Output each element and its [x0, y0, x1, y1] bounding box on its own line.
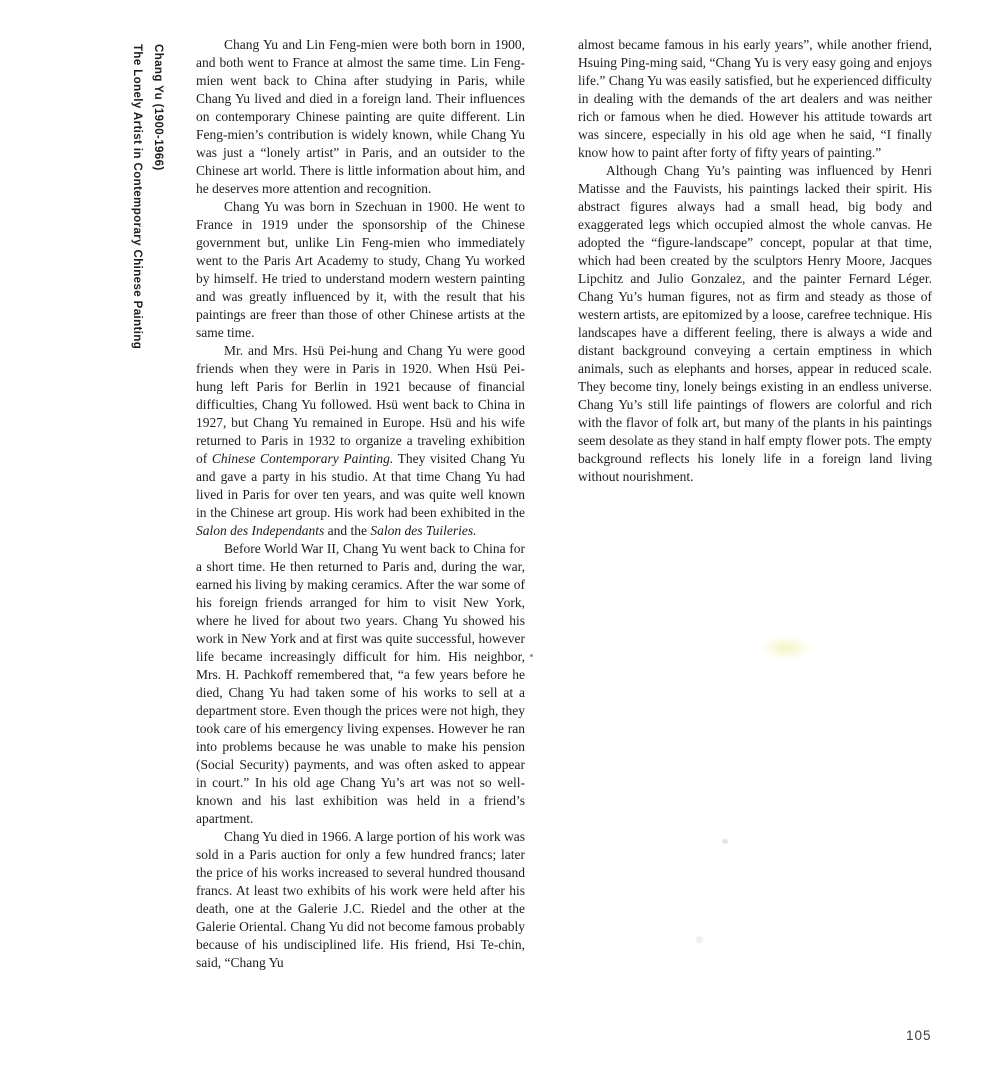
text-run: Before World War II, Chang Yu went back to China for a short time. He then returned to Paris and, during the war, earned his living by making ceramics. After the war some of his foreign friends arranged for him to visit New York, where he lived for about two years. Chang Yu showed his work in New York and at first was quite successful, however life became increasingly difficult for him. His neighbor, Mrs. H. Pachkoff remembered that, “a few years before he died, Chang Yu had taken some of his works to sell at a department store. Even though the prices were not high, they took care of his emergency living expenses. However he ran into problems because he was unable to make his pension (Social Security) payments, and was often asked to appear in court.” In his old age Chang Yu’s art was not so well-known and his last exhibition was held in a friend’s apartment.: [196, 541, 525, 826]
scan-speck-artifact: [530, 654, 533, 657]
page-number: 105: [906, 1028, 932, 1043]
scan-speck-artifact: [722, 839, 728, 844]
text-column-left: [196, 36, 525, 972]
paragraph: [196, 540, 525, 828]
paragraph: [578, 36, 932, 162]
scan-smudge-artifact: [760, 636, 812, 660]
chapter-vertical-title: [126, 44, 168, 349]
text-run: Although Chang Yu’s painting was influenced by Henri Matisse and the Fauvists, his paintings lacked their spirit. His abstract figures always had a small head, big body and exaggerated legs which occupied almost the whole canvas. He adopted the “figure-landscape” concept, popular at that time, which had been created by the sculptors Henry Moore, Jacques Lipchitz and Julio Gonzalez, and the painter Fernard Léger. Chang Yu’s human figures, not as firm and steady as those of western artists, are epitomized by a loose, carefree technique. His landscapes have a different feeling, there is always a wide and distant background conveying a certain emptiness in which animals, such as elephants and horses, appear in reduced scale. They become tiny, lonely beings existing in an endless universe. Chang Yu’s still life paintings of flowers are colorful and rich with the flavor of folk art, but many of the plants in his paintings seem desolate as they stand in half empty flower pots. The empty background reflects his lonely life in a foreign land living without nourishment.: [578, 163, 932, 484]
paragraph: [196, 36, 525, 198]
text-run: Mr. and Mrs. Hsü Pei-hung and Chang Yu were good friends when they were in Paris in 1920. When Hsü Pei-hung left Paris for Berlin in 1921 because of financial difficulties, Chang Yu followed. Hsü went back to China in 1927, but Chang Yu remained in Europe. Hsü and his wife returned to Paris in 1932 to organize a traveling exhibition of: [196, 343, 525, 466]
paragraph: [578, 162, 932, 486]
text-run: Chang Yu was born in Szechuan in 1900. He went to France in 1919 under the sponsorship of the Chinese government but, unlike Lin Feng-mien who immediately went to the Paris Art Academy to study, Chang Yu worked by himself. He tried to understand modern western painting and was greatly influenced by it, with the result that his paintings are freer than those of other Chinese artists at the same time.: [196, 199, 525, 340]
paragraph: [196, 198, 525, 342]
paragraph: [196, 828, 525, 972]
text-run: and the: [324, 523, 371, 538]
chapter-title-line2: The Lonely Artist in Contemporary Chinese Painting: [131, 44, 143, 350]
italic-text-run: Salon des Independants: [196, 523, 325, 538]
chapter-title-line1: Chang Yu (1900-1966): [152, 44, 164, 171]
paragraph: [196, 342, 525, 540]
text-run: Chang Yu and Lin Feng-mien were both born in 1900, and both went to France at almost the same time. Lin Feng-mien went back to China after studying in Paris, while Chang Yu lived and died in a foreign land. Their influences on contemporary Chinese painting are quite different. Lin Feng-mien’s contribution is widely known, while Chang Yu was just a “lonely artist” in Paris, and an outsider to the Chinese art world. There is little information about him, and he deserves more attention and recognition.: [196, 37, 525, 196]
scan-speck-artifact: [696, 936, 703, 943]
text-run: They visited Chang Yu and gave a party in his studio. At that time Chang Yu had lived in Paris for over ten years, and was quite well known in the Chinese art group. His work had been exhibited in the: [196, 451, 525, 520]
text-run: Chang Yu died in 1966. A large portion of his work was sold in a Paris auction for only a few hundred francs; later the price of his works increased to several hundred thousand francs. At least two exhibits of his work were held after his death, one at the Galerie J.C. Riedel and the other at the Galerie Oriental. Chang Yu did not become famous probably because of his undisciplined life. His friend, Hsi Te-chin, said, “Chang Yu: [196, 829, 525, 970]
text-run: almost became famous in his early years”, while another friend, Hsuing Ping-ming said, “Chang Yu is very easy going and enjoys life.” Chang Yu was easily satisfied, but he experienced difficulty in dealing with the demands of the art dealers and was neither rich or famous when he died. However his attitude towards art was sincere, especially in his old age when he said, “I finally know how to paint after forty of fifty years of painting.”: [578, 37, 932, 160]
text-column-right: [578, 36, 932, 486]
italic-text-run: Chinese Contemporary Painting.: [211, 451, 394, 466]
italic-text-run: Salon des Tuileries.: [370, 523, 477, 538]
